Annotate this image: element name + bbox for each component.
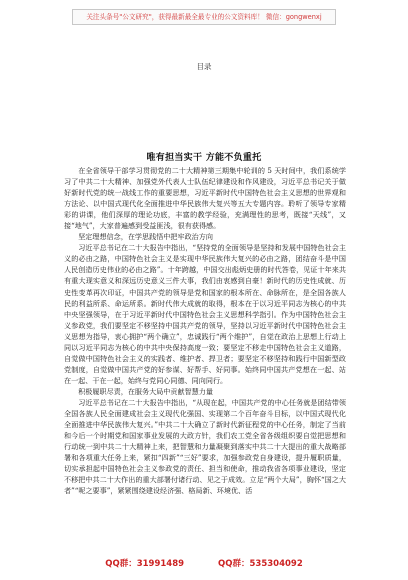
footer-qq-group-1: QQ群：31991489 xyxy=(105,559,185,569)
article-body xyxy=(64,165,346,496)
paragraph-section-1: 习近平总书记在二十大报告中指出，“坚持党的全面领导是坚持和发展中国特色社会主义的必由之路，中国特色社会主义是实现中华民族伟大复兴的必由之路，团结奋斗是中国人民创造历史伟业的必由之路”。十年跨越，中国交出彪炳史册的时代答卷，见证十年来共有重大现实意义和深远历史意义三件大事，我们由衷感到自豪！新时代的历史性成就、历史性变革再次印证，中国共产党的领导是党和国家的根本所在、命脉所在，是全国各族人民的利益所系、命运所系。新时代伟大成就的取得，根本在于以习近平同志为核心的中共中央坚强领导，在于习近平新时代中国特色社会主义思想科学指引。作为中国特色社会主义参政党，我们要坚定不移坚持中国共产党的领导，坚持以习近平新时代中国特色社会主义思想为指导，衷心拥护“两个确立”，忠诚践行“两个维护”，自觉在政治上思想上行动上同以习近平同志为核心的中共中央保持高度一致；要坚定不移走中国特色社会主义道路，自觉做中国特色社会主义的实践者、维护者、捍卫者；要坚定不移坚持和践行中国新型政党制度，自觉做中国共产党的好参谋、好帮手、好同事。始终同中国共产党想在一起、站在一起、干在一起，始终与党同心同德、同向同行。 xyxy=(64,243,346,385)
footer xyxy=(0,557,408,569)
article-title: 唯有担当实干 方能不负重托 xyxy=(146,153,262,163)
paragraph-section-2: 习近平总书记在二十大报告中指出，“从现在起，中国共产党的中心任务就是团结带领全国各族人民全面建成社会主义现代化强国、实现第二个百年奋斗目标，以中国式现代化全面推进中华民族伟大复兴。”中共二十大确立了新时代新征程党的中心任务，制定了当前和今后一个时期党和国家事业发展的大政方针，我们农工党全省各级组织要自觉把思想和行动统一到中共二十大精神上来，把智慧和力量凝聚到落实中共二十大提出的重大战略部署和各项重大任务上来，紧扣“四新”“三好”要求，加强参政党自身建设，提升履职质量，切实承担起中国特色社会主义参政党的责任、担当和使命，推动我省各项事业建设，坚定不移把中共二十大作出的重大部署付诸行动、见之于成效。立足“两个大局”，胸怀“国之大者”“呢之要事”，紧紧围绕建设经济强、格局新、环境优、活 xyxy=(64,397,346,496)
banner-text: 关注头条号"公文研究"，获得最新最全最专业的公文资料库！ 微信：gongwenxj xyxy=(86,13,322,21)
paragraph-intro: 在全省领导干部学习贯彻党的二十大精神第三期集中轮训的 5 天时间中，我们系统学习了中共二十大精神、加强党外代表人士队伍纪律建设和作风建设，习近平总书记关于做好新时代党的统一战线工作的重要思想，习近平新时代中国特色社会主义思想的世界观和方法论、以中国式现代化全面推进中华民族伟大复兴等五大专题内容。聆听了领导专家精彩的讲课，他们深厚的理论功底，丰富的教学经验，充满理性的思考，既接“天线”，又接“地气”，大家普遍感到受益匪浅，很有获得感。 xyxy=(64,166,346,231)
section-heading-1: 坚定理想信念，在学思践悟中把牢政治方向 xyxy=(78,232,213,242)
section-heading-2: 积极履职尽责，在服务大局中贡献智慧力量 xyxy=(78,386,213,396)
footer-qq-group-2: QQ群：535304092 xyxy=(218,559,303,569)
toc-title: 目录 xyxy=(196,62,212,71)
top-banner xyxy=(72,9,336,25)
